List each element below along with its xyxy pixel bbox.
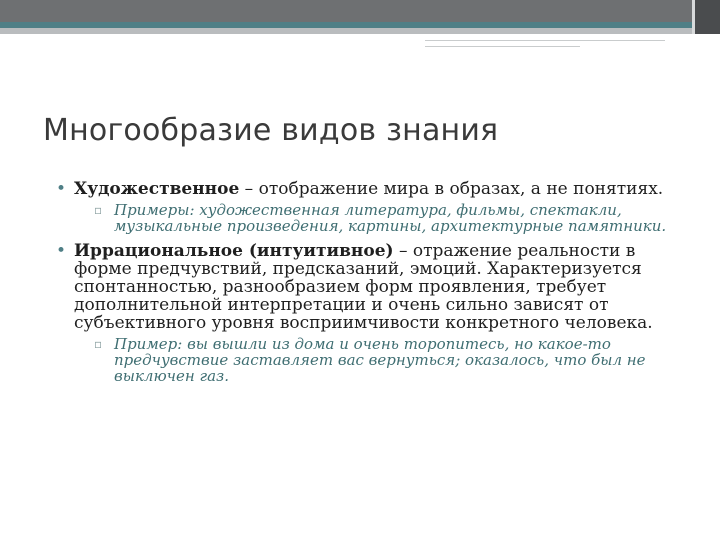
header-corner-divider <box>692 0 695 34</box>
bullet-term: Иррациональное (интуитивное) <box>74 241 394 261</box>
bullet-item-irrational <box>56 242 696 384</box>
bullet-term: Художественное <box>74 179 240 199</box>
bullet-text: – отражение реальности в форме предчувствий, предсказаний, эмоций. Характеризуется спонтанностью, разнообразием форм проявления, требует дополнительной интерпретации и очень сильно зависят от субъективного уровня восприимчивости конкретного человека. <box>74 241 653 333</box>
sub-bullet-example <box>74 336 696 384</box>
sub-bullet-icon: ▫ <box>94 203 103 217</box>
decorative-line <box>425 40 665 41</box>
bullet-icon: • <box>56 241 67 261</box>
header-bar-dark <box>0 0 720 22</box>
header-corner-block <box>692 0 720 34</box>
sub-bullet-example <box>74 202 696 234</box>
sub-bullet-icon: ▫ <box>94 337 103 351</box>
sub-bullet-text: Примеры: художественная литература, фильмы, спектакли, музыкальные произведения, картины, архитектурные памятники. <box>114 201 667 235</box>
sub-bullet-text: Пример: вы вышли из дома и очень торопитесь, но какое-то предчувствие заставляет вас вернуться; оказалось, что был не выключен газ. <box>114 335 646 385</box>
header-bar-gray <box>0 28 720 34</box>
slide-title: Многообразие видов знания <box>43 113 499 148</box>
decorative-line <box>425 46 580 47</box>
bullet-item-artistic <box>56 180 696 234</box>
slide-content <box>56 180 696 392</box>
bullet-icon: • <box>56 179 67 199</box>
bullet-text: – отображение мира в образах, а не понятиях. <box>239 179 664 199</box>
